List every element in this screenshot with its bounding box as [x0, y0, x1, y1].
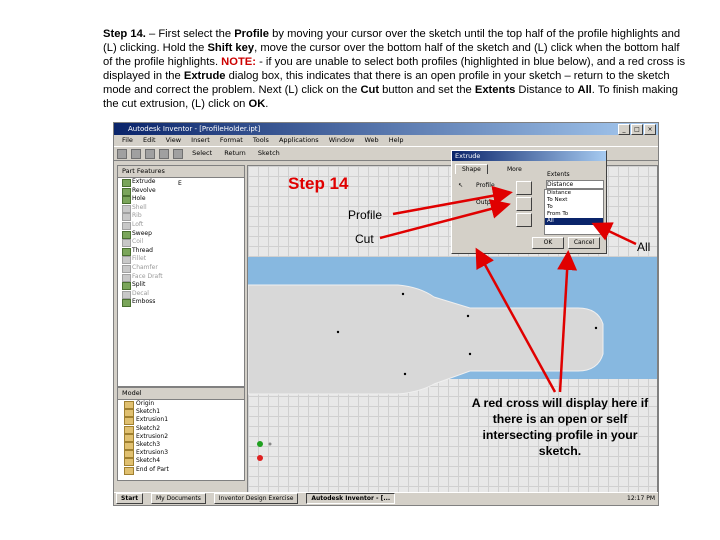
return-button[interactable]: Return [224, 149, 246, 157]
browser-node[interactable]: Extrusion1 [118, 416, 244, 424]
instruction-text: button and set the [379, 84, 475, 97]
extrude-shortcut: E [178, 180, 182, 187]
kw-extents: Extents [474, 84, 516, 97]
feature-item[interactable]: Chamfer [118, 264, 244, 273]
feature-item[interactable]: Hole [118, 195, 244, 204]
feature-item[interactable]: Sweep [118, 230, 244, 239]
profile-annotation: Profile [348, 208, 383, 222]
note-label: NOTE: [221, 56, 256, 69]
tab-shape[interactable]: Shape [455, 164, 488, 174]
menu-window[interactable]: Window [328, 136, 355, 144]
menu-tools[interactable]: Tools [252, 136, 269, 144]
kw-profile: Profile [234, 28, 270, 40]
menu-view[interactable]: View [165, 136, 182, 144]
all-annotation: All [637, 240, 651, 254]
instruction-text: , move the cursor over the bottom half of the sketch and (L) click when the bottom half of the profile highlights. [103, 42, 680, 69]
feature-item[interactable]: Coil [118, 238, 244, 247]
menu-web[interactable]: Web [364, 136, 379, 144]
instruction-text: by moving your cursor over the sketch until the top half of the profile highlights and (L) clicking. Hold the [103, 28, 681, 55]
browser-title: Model [118, 388, 244, 400]
browser-node[interactable]: Sketch1 [118, 408, 244, 416]
kw-shift-key: Shift key [207, 42, 255, 55]
profile-arrow [393, 193, 508, 214]
app-title: Autodesk Inventor - [ProfileHolder.ipt] [128, 125, 261, 133]
browser-node[interactable]: Sketch3 [118, 441, 244, 449]
all-arrow [596, 225, 636, 244]
instruction-text: – First select the [145, 28, 235, 40]
option-from-to[interactable]: From To [547, 211, 569, 217]
browser-node[interactable]: Extrusion3 [118, 449, 244, 457]
instruction-text: . [265, 98, 269, 111]
browser-node[interactable]: Extrusion2 [118, 433, 244, 441]
option-all[interactable]: All [545, 218, 603, 225]
browser-node[interactable]: Origin [118, 400, 244, 408]
instruction-text: dialog box, this indicates that there is an open profile in your sketch – return to the sketch mode and correct the problem. Next (L) click on the [103, 70, 670, 97]
select-button[interactable]: Select [192, 149, 213, 157]
clock: 12:17 PM [627, 495, 655, 502]
feature-item[interactable]: Split [118, 281, 244, 290]
browser-node[interactable]: Sketch4 [118, 457, 244, 465]
task-design-exercise[interactable]: Inventor Design Exercise [214, 493, 299, 504]
menu-file[interactable]: File [122, 136, 133, 144]
feature-item[interactable]: Revolve [118, 187, 244, 196]
menu-edit[interactable]: Edit [142, 136, 156, 144]
tab-more[interactable]: More [500, 164, 529, 174]
profile-label: Profile [476, 182, 495, 189]
feature-item[interactable]: Rib [118, 212, 244, 221]
extents-select[interactable]: Distance [546, 180, 604, 189]
feature-item[interactable]: Fillet [118, 255, 244, 264]
browser-node[interactable]: Sketch2 [118, 425, 244, 433]
close-button[interactable]: × [644, 124, 656, 135]
option-to-next[interactable]: To Next [547, 197, 568, 203]
dialog-title: Extrude [452, 151, 606, 161]
feature-item[interactable]: Thread [118, 247, 244, 256]
output-label: Output [476, 199, 497, 206]
kw-cut: Cut [360, 84, 380, 97]
minimize-button[interactable]: _ [618, 124, 630, 135]
instruction-text: Distance to [515, 84, 578, 97]
start-button[interactable]: Start [116, 493, 143, 504]
extents-label: Extents [547, 171, 570, 178]
cancel-button[interactable]: Cancel [568, 237, 600, 249]
kw-ok: OK [248, 98, 266, 111]
browser-node[interactable]: End of Part [118, 466, 244, 474]
feature-item[interactable]: Face Draft [118, 273, 244, 282]
profile-select-icon[interactable]: ↖ [458, 182, 464, 189]
step-number: Step 14. [103, 28, 146, 40]
kw-all: All [577, 84, 592, 97]
cut-arrow [380, 205, 506, 238]
menu-insert[interactable]: Insert [191, 136, 210, 144]
callout-arrow-2 [478, 252, 555, 392]
kw-extrude: Extrude [183, 70, 226, 83]
feature-item[interactable]: Decal [118, 290, 244, 299]
callout-arrow-1 [560, 255, 568, 392]
maximize-button[interactable]: □ [631, 124, 643, 135]
feature-item[interactable]: Loft [118, 221, 244, 230]
cut-annotation: Cut [355, 232, 374, 246]
menu-help[interactable]: Help [388, 136, 404, 144]
task-my-documents[interactable]: My Documents [151, 493, 206, 504]
ok-button[interactable]: OK [532, 237, 564, 249]
red-cross-callout: A red cross will display here if there is an open or self intersecting profile in your sketch. [471, 396, 649, 458]
instruction-text: . To finish making the cut extrusion, (L) click on [103, 84, 679, 111]
option-distance[interactable]: Distance [547, 190, 572, 196]
option-to[interactable]: To [547, 204, 553, 210]
feature-item[interactable]: Shell [118, 204, 244, 213]
menu-format[interactable]: Format [219, 136, 243, 144]
sketch-button[interactable]: Sketch [257, 149, 280, 157]
task-autodesk-inventor[interactable]: Autodesk Inventor - [... [306, 493, 395, 504]
instruction-text: - if you are unable to select both profiles (highlighted in blue below), and a red cross is displayed in the [103, 56, 686, 83]
menu-applications[interactable]: Applications [278, 136, 319, 144]
feature-item[interactable]: Extrude [118, 178, 244, 187]
step-label: Step 14 [288, 174, 349, 193]
feature-item[interactable]: Emboss [118, 298, 244, 307]
panel-title: Part Features [118, 166, 244, 178]
